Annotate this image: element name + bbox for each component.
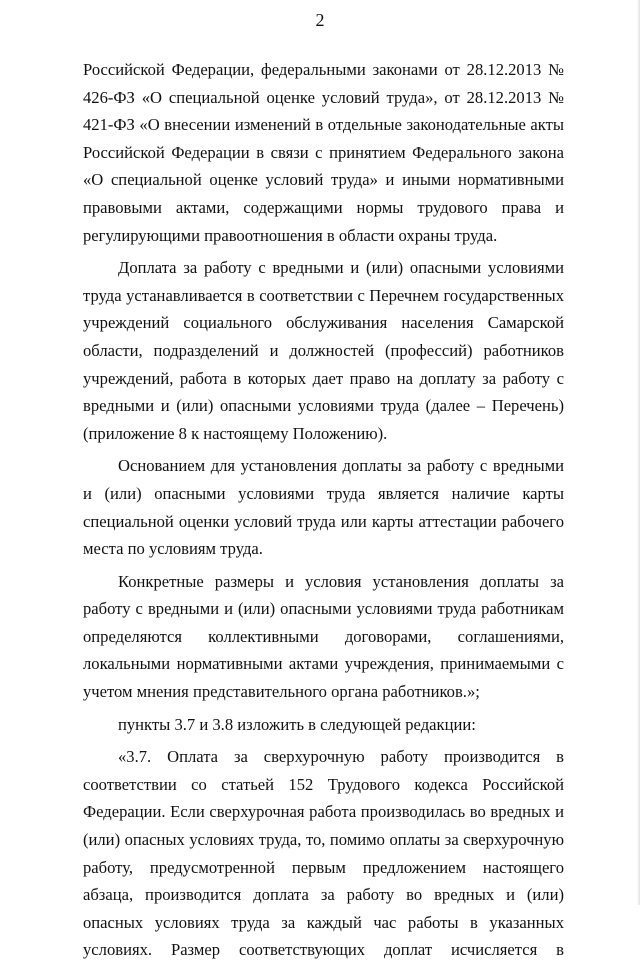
paragraph-specific-amounts: Конкретные размеры и условия установления доплаты за работу с вредными и (или) опасными условиями труда работникам определяются коллективными договорами, соглашениями, локальными нормативными актами учреждения, принимаемыми с учетом мнения представительного органа работников.»; [83, 571, 564, 702]
paragraph-overtime: «3.7. Оплата за сверхурочную работу производится в соответствии со статьей 152 Трудового кодекса Российской Федерации. Если сверхурочная работа производилась во вредных и (или) опасных условиях труда, то, помимо оплаты за сверхурочную работу, предусмотренной первым предложением настоящего абзаца, производится доплата за работу во вредных и (или) опасных условиях труда за каждый час работы в указанных условиях. Размер соответствующих доплат исчисляется в [83, 747, 564, 960]
page-number: 2 [315, 10, 325, 30]
document-body [83, 56, 564, 964]
paragraph-basis: Основанием для установления доплаты за работу с вредными и (или) опасными условиями труда является наличие карты специальной оценки условий труда или карты аттестации рабочего места по условиям труда. [83, 456, 564, 559]
paragraph-hazard-pay: Доплата за работу с вредными и (или) опасными условиями труда устанавливается в соответствии с Перечнем государственных учреждений социального обслуживания населения Самарской области, подразделений и должностей (профессий) работников учреждений, работа в которых дает право на доплату за работу с вредными и (или) опасными условиями труда (далее – Перечень) (приложение 8 к настоящему Положению). [83, 258, 564, 443]
paragraph-continuation: Российской Федерации, федеральными законами от 28.12.2013 № 426-ФЗ «О специальной оценке условий труда», от 28.12.2013 № 421-ФЗ «О внесении изменений в отдельные законодательные акты Российской Федерации в связи с принятием Федерального закона «О специальной оценке условий труда» и иными нормативными правовыми актами, содержащими нормы трудового права и регулирующими правоотношения в области охраны труда. [83, 60, 564, 245]
paragraph-amendment-intro: пункты 3.7 и 3.8 изложить в следующей редакции: [118, 714, 476, 734]
